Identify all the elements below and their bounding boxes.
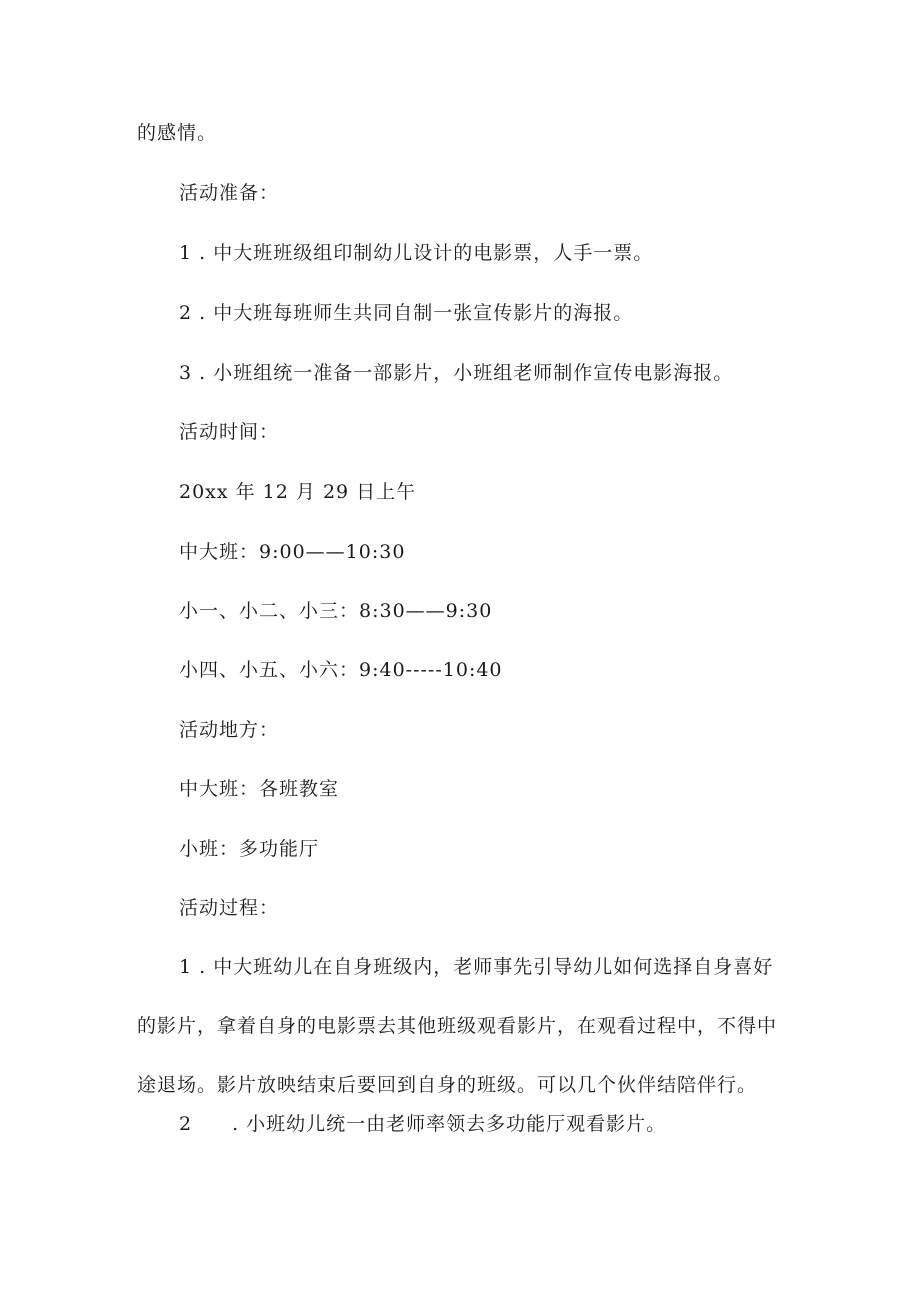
activity-date: 20xx 年 12 月 29 日上午 <box>179 481 417 503</box>
section-heading-time: 活动时间： <box>179 421 280 443</box>
preparation-item-3: 3 . 小班组统一准备一部影片，小班组老师制作宣传电影海报。 <box>179 362 734 384</box>
schedule-line: 小一、小二、小三：8:30——9:30 <box>179 600 493 622</box>
process-item-1-line: 途退场。影片放映结束后要回到自身的班级。可以几个伙伴结陪伴行。 <box>137 1074 758 1096</box>
process-item-1-line: 的影片，拿着自身的电影票去其他班级观看影片，在观看过程中，不得中 <box>137 1015 778 1037</box>
schedule-line: 中大班：9:00——10:30 <box>179 541 406 563</box>
schedule-line: 小四、小五、小六：9:40-----10:40 <box>179 659 503 681</box>
paragraph-line: 的感情。 <box>137 122 218 144</box>
preparation-item-1: 1 . 中大班班级组印制幼儿设计的电影票，人手一票。 <box>179 242 654 264</box>
process-item-1-line: 1 . 中大班幼儿在自身班级内，老师事先引导幼儿如何选择自身喜好 <box>179 956 774 978</box>
section-heading-preparation: 活动准备： <box>179 182 280 204</box>
location-line: 中大班：各班教室 <box>179 778 340 800</box>
location-line: 小班：多功能厅 <box>179 838 320 860</box>
section-heading-location: 活动地方： <box>179 719 280 741</box>
process-item-2: 2 . 小班幼儿统一由老师率领去多功能厅观看影片。 <box>179 1113 667 1135</box>
preparation-item-2: 2 . 中大班每班师生共同自制一张宣传影片的海报。 <box>179 302 634 324</box>
section-heading-process: 活动过程： <box>179 897 280 919</box>
